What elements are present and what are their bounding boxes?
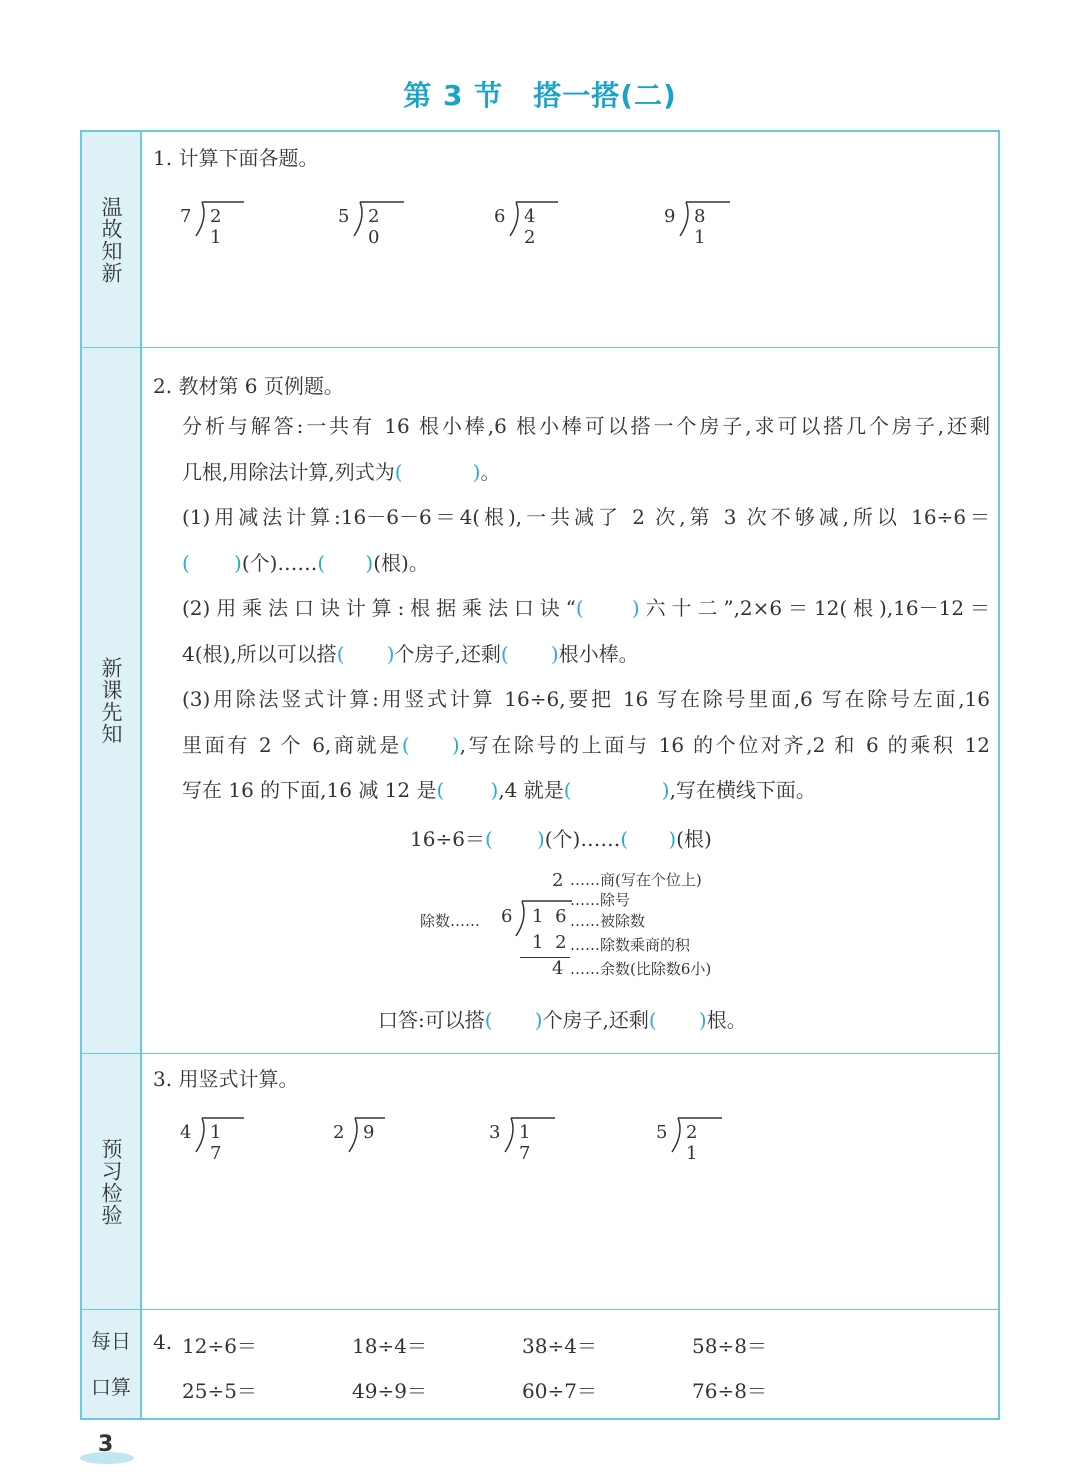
page-number: 3: [78, 1432, 136, 1466]
label-division-sign: ……除号: [570, 891, 631, 909]
divider: [82, 347, 998, 348]
diagram-quotient: 2: [552, 870, 564, 891]
diagram-remainder: 4: [552, 958, 564, 979]
diagram-divisor: 6: [501, 906, 513, 927]
q2-line: (1)用减法计算:16－6－6＝4(根),一共减了 2 次,第 3 次不够减,所以 16÷6＝: [182, 505, 990, 529]
q2-line: (3)用除法竖式计算:用竖式计算 16÷6,要把 16 写在除号里面,6 写在除号左面,16: [182, 687, 990, 711]
label-dividend: ……被除数: [570, 912, 646, 930]
answer-blank[interactable]: (: [563, 778, 572, 802]
q2-oral-answer: 口答:可以搭( )个房子,还剩( )根。: [378, 1008, 747, 1032]
q2-line: ( )(个)……( )(根)。: [182, 541, 990, 587]
oral-calc-item: 38÷4＝: [522, 1334, 597, 1358]
label-daily: 每日 口算: [82, 1310, 142, 1418]
answer-blank[interactable]: (: [401, 732, 410, 757]
divider: [82, 1309, 998, 1310]
label-preview: 预习检验: [82, 1054, 142, 1310]
label-new: 新课先知: [82, 348, 142, 1054]
answer-blank[interactable]: (: [484, 1008, 493, 1032]
answer-blank[interactable]: (: [436, 778, 445, 802]
section-number: 第 3 节: [403, 79, 504, 112]
oral-calc-item: 18÷4＝: [352, 1334, 427, 1358]
label-review: 温故知新: [82, 132, 142, 348]
q2-line: 写在 16 的下面,16 减 12 是( ),4 就是( ),写在横线下面。: [182, 768, 990, 814]
page-title: [0, 74, 1080, 114]
q2-line: 几根,用除法计算,列式为( )。: [182, 450, 990, 496]
q4-number: 4.: [153, 1330, 173, 1354]
q2-line: 里面有 2 个 6,商就是( ),写在除号的上面与 16 的个位对齐,2 和 6 的乘积 12: [182, 723, 990, 769]
answer-blank[interactable]: (: [394, 459, 403, 484]
q2-text: 2. 教材第 6 页例题。: [153, 374, 344, 398]
label-product: ……除数乘商的积: [570, 936, 691, 954]
label-quotient: ……商(写在个位上): [570, 871, 702, 889]
q2-line: 分析与解答:一共有 16 根小棒,6 根小棒可以搭一个房子,求可以搭几个房子,还剩: [182, 414, 990, 438]
divider: [82, 1053, 998, 1054]
answer-blank[interactable]: (: [620, 827, 629, 851]
answer-blank[interactable]: (: [575, 596, 584, 620]
answer-blank[interactable]: (: [484, 827, 493, 851]
q2-line: 4(根),所以可以搭( )个房子,还剩( )根小棒。: [182, 632, 990, 678]
answer-blank[interactable]: (: [648, 1008, 657, 1032]
answer-blank[interactable]: (: [182, 550, 190, 575]
answer-blank[interactable]: (: [500, 641, 509, 666]
oral-calc-item: 60÷7＝: [522, 1379, 597, 1403]
label-remainder: ……余数(比除数6小): [570, 960, 712, 978]
answer-blank[interactable]: (: [317, 550, 326, 575]
diagram-product: 1 2: [532, 932, 570, 953]
oral-calc-item: 25÷5＝: [182, 1379, 257, 1403]
lesson-title: 搭一搭(二): [533, 79, 677, 112]
oral-calc-item: 49÷9＝: [352, 1379, 427, 1403]
answer-blank[interactable]: (: [336, 641, 345, 666]
oral-calc-item: 12÷6＝: [182, 1334, 257, 1358]
q2-analysis: [182, 404, 990, 814]
diagram-dividend: 1 6: [532, 906, 570, 927]
q2-line: (2)用乘法口诀计算:根据乘法口诀“( )六十二”,2×6＝12(根),16－12＝: [182, 586, 990, 632]
oral-calc-item: 76÷8＝: [692, 1379, 767, 1403]
q1-text: 1. 计算下面各题。: [153, 146, 319, 170]
oral-calc-item: 58÷8＝: [692, 1334, 767, 1358]
label-divisor: 除数……: [420, 912, 481, 930]
q3-text: 3. 用竖式计算。: [153, 1067, 299, 1091]
q2-equation: 16÷6＝( )(个)……( )(根): [410, 827, 712, 851]
